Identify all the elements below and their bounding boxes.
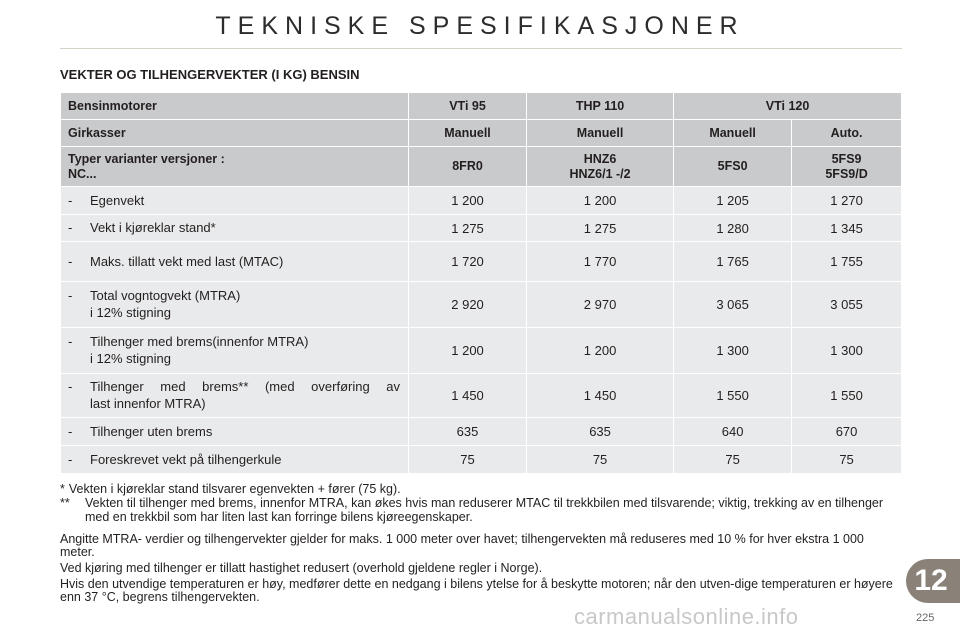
row-label-text (90, 193, 400, 209)
weights-table (60, 92, 902, 474)
header-cell: THP 110 (527, 93, 674, 120)
row-dash: - (68, 220, 73, 235)
header-row (61, 93, 902, 120)
value-cell: 1 205 (674, 187, 792, 215)
row-label-line: Vekt i kjøreklar stand* (90, 220, 216, 235)
row-label-line: Tilhenger med brems** (med overføring av (90, 379, 400, 394)
row-dash: - (68, 423, 73, 439)
text-line: HNZ6/1 -/2 (569, 166, 631, 181)
text-line: 8FR0 (452, 159, 483, 173)
row-label-line: i 12% stigning (90, 351, 171, 366)
value-cell: 2 970 (527, 282, 674, 328)
header-cell (674, 147, 792, 187)
row-label (61, 282, 409, 328)
value-cell: 1 720 (409, 242, 527, 282)
footnotes (60, 482, 902, 524)
row-label-text (90, 379, 400, 412)
value-cell: 75 (409, 446, 527, 474)
value-cell: 1 200 (409, 328, 527, 374)
row-label-wrap (68, 424, 400, 440)
section-heading: VEKTER OG TILHENGERVEKTER (I KG) BENSIN (60, 67, 360, 82)
note-paragraph: Angitte MTRA- verdier og tilhengervekter gjelder for maks. 1 000 meter over havet; tilhengervekten må reduseres med 10 % for hver ekstra 1 000 meter. (60, 532, 864, 559)
row-label-wrap (68, 254, 400, 270)
header-cell: VTi 120 (674, 93, 902, 120)
header-cell: Auto. (792, 120, 902, 147)
value-cell: 1 200 (527, 187, 674, 215)
table-row (61, 215, 902, 242)
footnote (60, 482, 902, 496)
header-cell: Manuell (527, 120, 674, 147)
value-cell: 1 280 (674, 215, 792, 242)
title-divider (60, 48, 902, 49)
value-cell: 2 920 (409, 282, 527, 328)
row-label-text (90, 334, 400, 367)
row-label-line: Foreskrevet vekt på tilhengerkule (90, 451, 282, 467)
footnote-mark: * (60, 482, 65, 496)
value-cell: 1 200 (527, 328, 674, 374)
note-paragraph: Hvis den utvendige temperaturen er høy, medfører dette en nedgang i bilens ytelse for å beskytte motoren; når den utven-dige temperaturen er høyere enn 37 °C, begrens tilhengervekten. (60, 577, 893, 604)
value-cell: 670 (792, 418, 902, 446)
row-label (61, 215, 409, 242)
row-label-line: Tilhenger med brems(innenfor MTRA) (90, 334, 309, 349)
value-cell: 75 (792, 446, 902, 474)
value-cell: 1 450 (527, 374, 674, 418)
header-cell: VTi 95 (409, 93, 527, 120)
value-cell: 1 345 (792, 215, 902, 242)
footnote (60, 496, 902, 524)
header-cell: Manuell (674, 120, 792, 147)
header-cell (409, 147, 527, 187)
row-label-text (90, 424, 400, 440)
row-label-wrap (68, 452, 400, 468)
table-row (61, 418, 902, 446)
table-row (61, 242, 902, 282)
row-label-line: Tilhenger uten brems (90, 423, 213, 439)
table-row (61, 187, 902, 215)
header-label: Bensinmotorer (61, 93, 409, 120)
page-title: TEKNISKE SPESIFIKASJONER (215, 12, 745, 40)
row-dash: - (68, 451, 73, 467)
row-dash: - (68, 379, 73, 394)
value-cell: 3 055 (792, 282, 902, 328)
row-dash: - (68, 192, 73, 208)
value-cell: 640 (674, 418, 792, 446)
table-row (61, 446, 902, 474)
value-cell: 1 275 (409, 215, 527, 242)
page-number: 225 (916, 612, 935, 624)
row-label (61, 328, 409, 374)
watermark: carmanualsonline.info (574, 604, 799, 629)
row-label-line: Egenvekt (90, 192, 145, 208)
table-row (61, 374, 902, 418)
text-line: Typer varianter versjoner : (68, 151, 225, 166)
value-cell: 1 765 (674, 242, 792, 282)
row-label-text (90, 452, 400, 468)
value-cell: 1 270 (792, 187, 902, 215)
text-line: 5FS9 (831, 151, 862, 166)
row-label-line: Total vogntogvekt (MTRA) (90, 288, 241, 303)
text-line: 5FS0 (717, 159, 748, 173)
row-label-line: last innenfor MTRA) (90, 396, 206, 411)
value-cell: 635 (527, 418, 674, 446)
row-dash: - (68, 253, 73, 269)
row-label-wrap (68, 379, 400, 412)
text-line: NC... (68, 166, 97, 181)
value-cell: 75 (674, 446, 792, 474)
notes-paragraphs (60, 533, 902, 607)
row-label-text (90, 288, 400, 321)
row-label-wrap (68, 334, 400, 367)
row-label-line: Maks. tillatt vekt med last (MTAC) (90, 253, 284, 269)
row-label (61, 446, 409, 474)
value-cell: 1 450 (409, 374, 527, 418)
row-label-text (90, 254, 400, 270)
value-cell: 635 (409, 418, 527, 446)
row-label-line: i 12% stigning (90, 305, 171, 320)
header-cell (527, 147, 674, 187)
header-row (61, 147, 902, 187)
row-label-text (90, 220, 400, 236)
footnote-text: Vekten i kjøreklar stand tilsvarer egenvekten + fører (75 kg). (68, 482, 401, 496)
text-line: 5FS9/D (825, 166, 868, 181)
footnote-text: Vekten til tilhenger med brems, innenfor MTRA, kan økes hvis man reduserer MTAC til trekkbilen med tilsvarende; viktig, trekking av en tilhenger med en trekkbil som har liten last kan forringe bilens kjøreegenskaper. (85, 496, 884, 524)
value-cell: 1 200 (409, 187, 527, 215)
footnote-mark: ** (60, 496, 70, 510)
row-label (61, 187, 409, 215)
row-label (61, 242, 409, 282)
row-label (61, 374, 409, 418)
row-label-wrap (68, 288, 400, 321)
value-cell: 1 275 (527, 215, 674, 242)
value-cell: 1 550 (674, 374, 792, 418)
chapter-tab: 12 (906, 559, 960, 603)
row-label-wrap (68, 193, 400, 209)
value-cell: 1 770 (527, 242, 674, 282)
value-cell: 3 065 (674, 282, 792, 328)
header-cell: Manuell (409, 120, 527, 147)
value-cell: 1 300 (674, 328, 792, 374)
table-row (61, 282, 902, 328)
note-paragraph: Ved kjøring med tilhenger er tillatt hastighet redusert (overhold gjeldene regler i Norge). (60, 561, 543, 575)
header-label (61, 147, 409, 187)
row-dash: - (68, 334, 73, 349)
row-label (61, 418, 409, 446)
value-cell: 1 550 (792, 374, 902, 418)
header-row (61, 120, 902, 147)
text-line: HNZ6 (583, 151, 617, 166)
header-cell (792, 147, 902, 187)
value-cell: 75 (527, 446, 674, 474)
row-dash: - (68, 288, 73, 303)
table-row (61, 328, 902, 374)
row-label-wrap (68, 220, 400, 236)
value-cell: 1 300 (792, 328, 902, 374)
header-label: Girkasser (61, 120, 409, 147)
value-cell: 1 755 (792, 242, 902, 282)
